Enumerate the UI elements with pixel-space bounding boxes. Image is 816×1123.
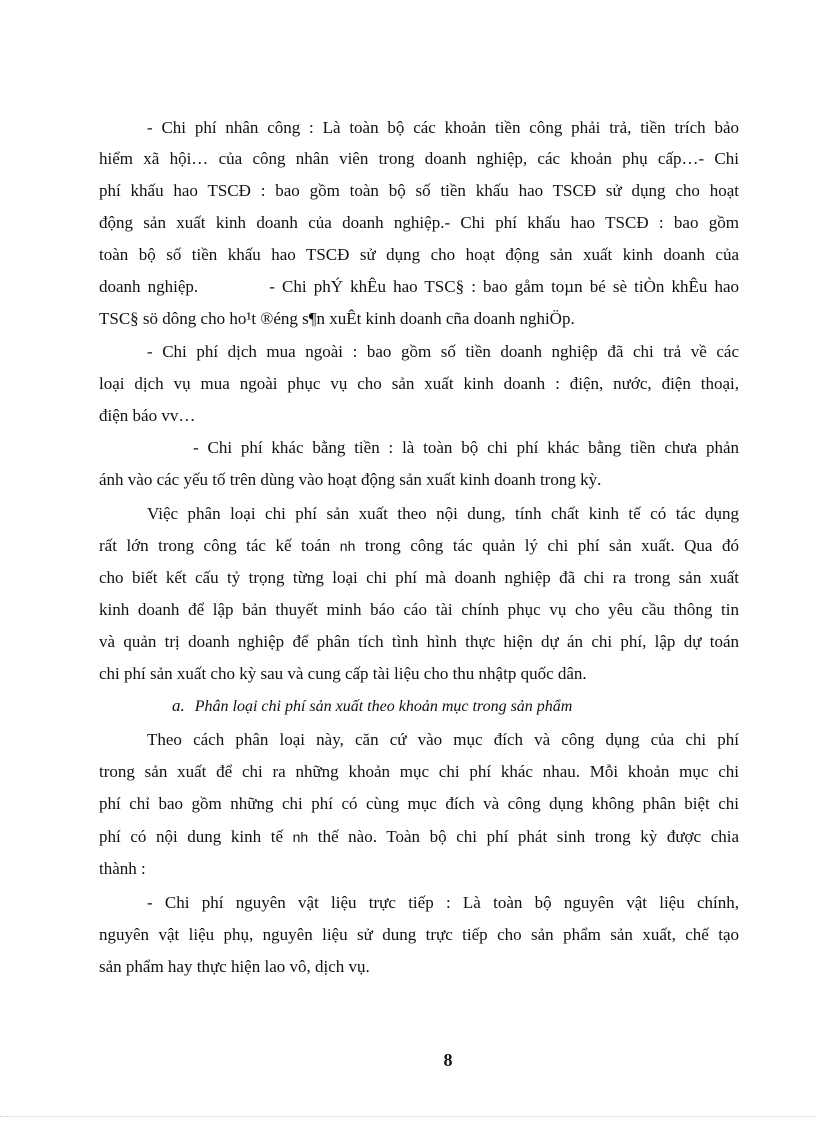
- paragraph-1-line-6: doanh nghiệp. - Chi phÝ khÊu hao TSC§ : bao gåm toµn bé sè tiÒn khÊu hao: [99, 277, 739, 296]
- nh-fragment: nh: [292, 829, 309, 845]
- paragraph-5-line-1: Theo cách phân loại này, căn cứ vào mục đích và công dụng của chi phí: [147, 730, 739, 749]
- paragraph-5-line-3: phí chỉ bao gồm những chi phí có cùng mục đích và công dụng không phân biệt chi: [99, 794, 739, 813]
- paragraph-5-line-4-part-a: phí có nội dung kinh tế: [99, 827, 293, 846]
- paragraph-4-line-2: [99, 535, 739, 557]
- paragraph-1-line-7: TSC§ sö dông cho ho¹t ®éng s¶n xuÊt kinh doanh cña doanh nghiÖp.: [99, 309, 575, 328]
- paragraph-1-line-1: - Chi phí nhân công : Là toàn bộ các khoản tiền công phải trả, tiền trích bảo: [147, 118, 739, 137]
- paragraph-2-line-3: điện báo vv…: [99, 406, 196, 425]
- paragraph-5-line-4-part-b: thế nào. Toàn bộ chi phí phát sinh trong kỳ được chia: [308, 827, 740, 846]
- paragraph-2-line-2: loại dịch vụ mua ngoài phục vụ cho sản xuất kinh doanh : điện, nước, điện thoại,: [99, 374, 739, 393]
- paragraph-3-line-1: - Chi phí khác bằng tiền : là toàn bộ chi phí khác bằng tiền chưa phản: [193, 438, 739, 457]
- paragraph-5-line-2: trong sản xuất để chi ra những khoản mục chi phí khác nhau. Mỗi khoản mục chi: [99, 762, 739, 781]
- paragraph-4-line-2-part-a: rất lớn trong công tác kế toán: [99, 536, 340, 555]
- section-heading: [172, 695, 572, 718]
- paragraph-2-line-1: - Chi phí dịch mua ngoài : bao gồm số tiền doanh nghiệp đã chi trả về các: [147, 342, 739, 361]
- nh-fragment: nh: [339, 538, 356, 554]
- paragraph-4-line-1: Việc phân loại chi phí sản xuất theo nội dung, tính chất kinh tế có tác dụng: [147, 504, 739, 523]
- paragraph-5-line-4: [99, 826, 739, 848]
- paragraph-5-line-5: thành :: [99, 859, 146, 878]
- paragraph-1-line-2: hiểm xã hội… của công nhân viên trong doanh nghiệp, các khoản phụ cấp…- Chi: [99, 149, 739, 168]
- paragraph-4-line-6: chi phí sản xuất cho kỳ sau và cung cấp tài liệu cho thu nhậtp quốc dân.: [99, 664, 587, 683]
- paragraph-4-line-3: cho biết kết cấu tỷ trọng từng loại chi phí mà doanh nghiệp đã chi ra trong sản xuất: [99, 568, 739, 587]
- paragraph-3-line-2: ánh vào các yếu tố trên dùng vào hoạt động sản xuất kinh doanh trong kỳ.: [99, 470, 602, 489]
- paragraph-6-line-3: sản phẩm hay thực hiện lao vô, dịch vụ.: [99, 957, 370, 976]
- paragraph-6-line-1: - Chi phí nguyên vật liệu trực tiếp : Là toàn bộ nguyên vật liệu chính,: [147, 893, 739, 912]
- paragraph-6-line-2: nguyên vật liệu phụ, nguyên liệu sử dung trực tiếp cho sản phẩm sản xuất, chế tạo: [99, 925, 739, 944]
- page-bottom-border: [0, 1116, 816, 1117]
- paragraph-4-line-4: kinh doanh để lập bản thuyết minh báo cáo tài chính phục vụ cho yêu cầu thông tin: [99, 600, 739, 619]
- page-number: 8: [443, 1050, 453, 1070]
- paragraph-4-line-2-part-b: trong công tác quản lý chi phí sản xuất. Qua đó: [355, 536, 739, 555]
- heading-text: Phân loại chi phí sản xuất theo khoản mục trong sản phẩm: [194, 698, 573, 715]
- paragraph-1-line-3: phí khấu hao TSCĐ : bao gồm toàn bộ số tiền khấu hao TSCĐ sử dụng cho hoạt: [99, 181, 739, 200]
- paragraph-4-line-5: và quản trị doanh nghiệp để phân tích tình hình thực hiện dự án chi phí, lập dự toán: [99, 632, 739, 651]
- paragraph-1-line-5: toàn bộ số tiền khấu hao TSCĐ sử dụng cho hoạt động sản xuất kinh doanh của: [99, 245, 739, 264]
- heading-marker: a.: [172, 696, 185, 715]
- paragraph-1-line-4: động sản xuất kinh doanh của doanh nghiệp.- Chi phí khấu hao TSCĐ : bao gồm: [99, 213, 739, 232]
